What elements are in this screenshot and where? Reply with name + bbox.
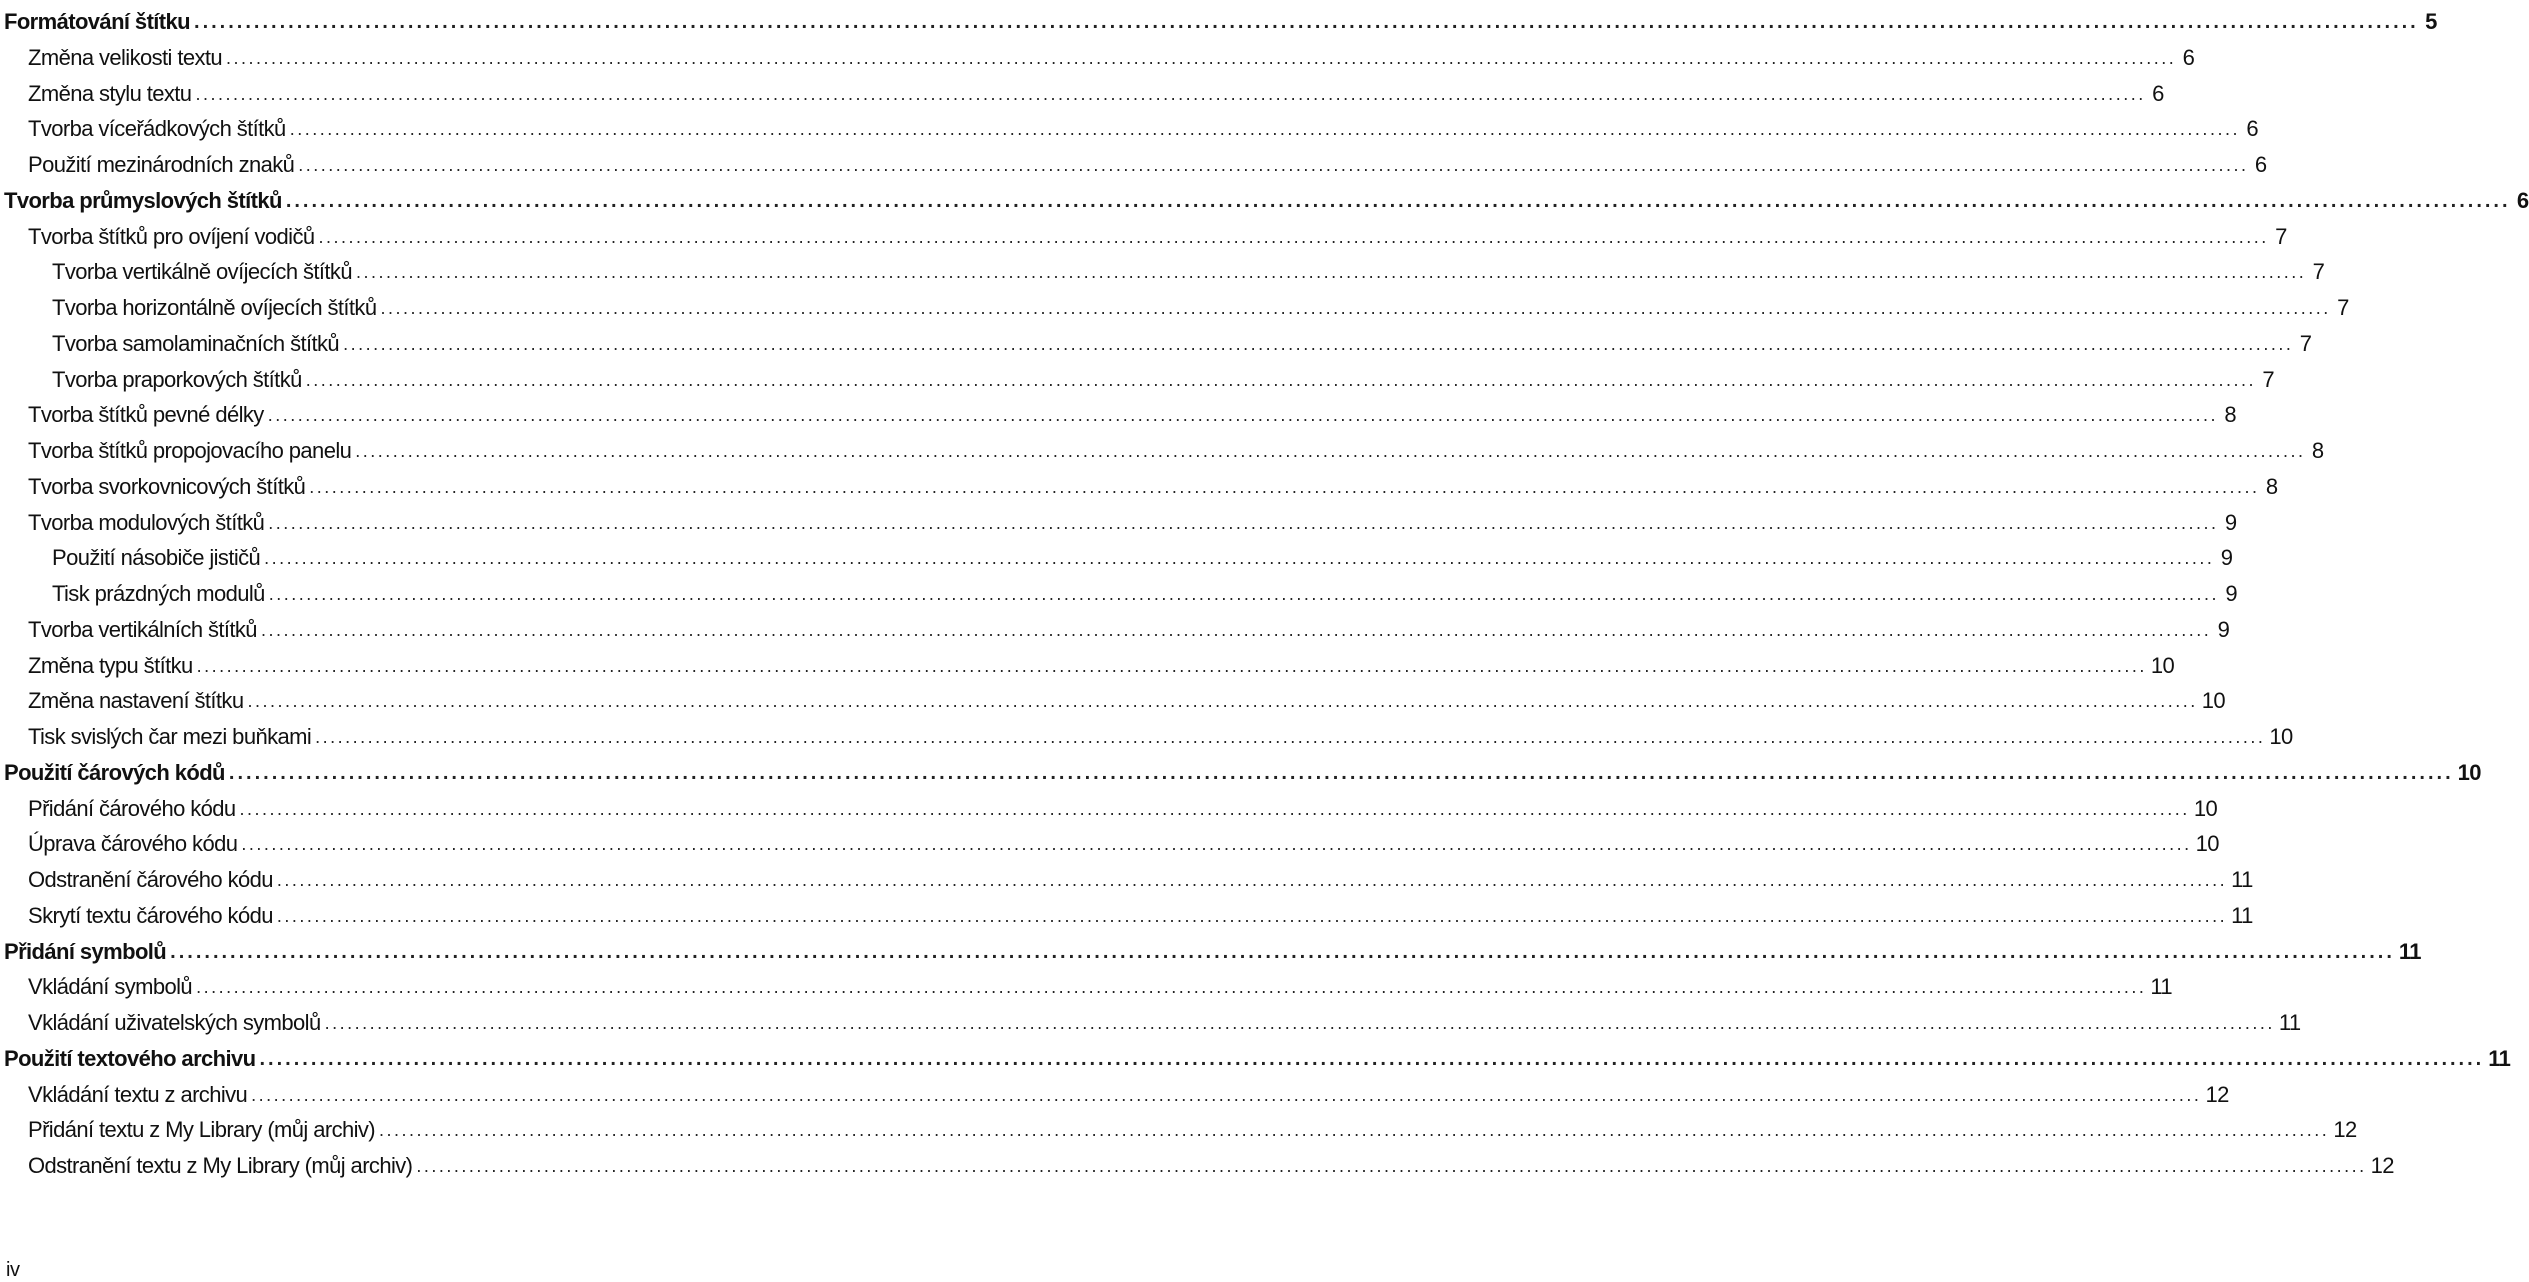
dot-leader: ....................................................................................................................................................................................................................................................................: [228, 761, 2454, 784]
toc-entry-title: Přidání čárového kódu: [28, 795, 236, 821]
dot-leader: ....................................................................................................................................................................................................................................................................: [380, 298, 2331, 318]
toc-entry-title: Tvorba vertikálních štítků: [28, 616, 257, 642]
toc-entry[interactable]: [28, 822, 2219, 858]
toc-section-entry[interactable]: [4, 1037, 2511, 1073]
toc-section-entry[interactable]: [4, 751, 2481, 787]
toc-entry[interactable]: [52, 358, 2274, 394]
dot-leader: ....................................................................................................................................................................................................................................................................: [309, 476, 2260, 497]
toc-entry[interactable]: [28, 679, 2226, 715]
toc-entry-title: Tvorba průmyslových štítků: [4, 187, 282, 213]
toc-entry-page-number: 12: [2333, 1117, 2357, 1143]
dot-leader: ....................................................................................................................................................................................................................................................................: [239, 798, 2190, 819]
toc-entry[interactable]: [28, 107, 2258, 143]
dot-leader: ....................................................................................................................................................................................................................................................................: [196, 655, 2147, 676]
dot-leader: ....................................................................................................................................................................................................................................................................: [194, 11, 2419, 33]
dot-leader: ....................................................................................................................................................................................................................................................................: [355, 441, 2306, 461]
toc-entry-page-number: 7: [2262, 366, 2274, 392]
toc-entry-title: Změna typu štítku: [28, 652, 193, 678]
toc-entry-page-number: 7: [2299, 330, 2312, 356]
dot-leader: ....................................................................................................................................................................................................................................................................: [285, 189, 2511, 212]
dot-leader: ....................................................................................................................................................................................................................................................................: [416, 1156, 2367, 1176]
toc-entry-page-number: 7: [2337, 295, 2349, 320]
toc-section-entry[interactable]: [4, 0, 2437, 36]
dot-leader: ....................................................................................................................................................................................................................................................................: [196, 977, 2147, 998]
dot-leader: ....................................................................................................................................................................................................................................................................: [343, 333, 2294, 354]
toc-entry-title: Použití čárových kódů: [4, 759, 225, 785]
dot-leader: ....................................................................................................................................................................................................................................................................: [305, 369, 2256, 390]
toc-entry-page-number: 8: [2311, 438, 2324, 463]
toc-entry-page-number: 10: [2457, 759, 2481, 785]
toc-entry-page-number: 10: [2195, 831, 2219, 857]
toc-entry[interactable]: [28, 393, 2236, 429]
toc-entry-title: Tvorba praporkových štítků: [52, 366, 302, 392]
toc-entry[interactable]: [28, 501, 2237, 537]
toc-entry-title: Tvorba víceřádkových štítků: [28, 116, 286, 142]
toc-entry-page-number: 5: [2425, 9, 2437, 34]
toc-entry[interactable]: [28, 215, 2287, 251]
toc-entry[interactable]: [28, 965, 2172, 1001]
dot-leader: ....................................................................................................................................................................................................................................................................: [247, 691, 2198, 712]
toc-entry-page-number: 12: [2205, 1081, 2229, 1107]
toc-entry-page-number: 12: [2370, 1153, 2394, 1178]
dot-leader: ....................................................................................................................................................................................................................................................................: [324, 1013, 2275, 1033]
toc-entry[interactable]: [28, 894, 2253, 930]
toc-entry-page-number: 6: [2516, 187, 2529, 213]
toc-entry-page-number: 9: [2225, 581, 2238, 606]
toc-entry-page-number: 11: [2398, 938, 2421, 964]
dot-leader: ....................................................................................................................................................................................................................................................................: [276, 905, 2228, 926]
toc-entry-page-number: 11: [2278, 1010, 2301, 1035]
toc-entry[interactable]: [28, 1073, 2229, 1109]
toc-entry-page-number: 11: [2150, 974, 2172, 1000]
toc-entry-title: Formátování štítku: [4, 9, 191, 34]
toc-entry[interactable]: [52, 286, 2349, 322]
toc-section-entry[interactable]: [4, 930, 2421, 966]
dot-leader: ....................................................................................................................................................................................................................................................................: [318, 226, 2269, 247]
toc-entry-title: Tvorba vertikálně ovíjecích štítků: [52, 259, 352, 285]
toc-entry[interactable]: [28, 1001, 2301, 1037]
toc-entry-page-number: 8: [2265, 473, 2278, 499]
toc-entry-title: Změna stylu textu: [28, 80, 192, 106]
toc-entry-title: Vkládání uživatelských symbolů: [28, 1010, 321, 1035]
toc-entry-title: Tvorba samolaminačních štítků: [52, 330, 340, 356]
toc-entry-title: Použití násobiče jističů: [52, 545, 261, 571]
toc-entry[interactable]: [28, 429, 2324, 465]
toc-entry-title: Použití textového archivu: [4, 1045, 256, 1071]
toc-entry[interactable]: [28, 465, 2278, 501]
toc-entry-title: Tvorba modulových štítků: [28, 509, 265, 535]
toc-entry-title: Tvorba štítků pro ovíjení vodičů: [28, 223, 315, 249]
dot-leader: ....................................................................................................................................................................................................................................................................: [289, 119, 2240, 140]
dot-leader: ....................................................................................................................................................................................................................................................................: [379, 1120, 2330, 1141]
toc-entry-title: Skrytí textu čárového kódu: [28, 902, 273, 928]
toc-entry[interactable]: [52, 322, 2312, 358]
toc-entry-page-number: 11: [2488, 1045, 2511, 1071]
dot-leader: ....................................................................................................................................................................................................................................................................: [226, 47, 2177, 68]
dot-leader: ....................................................................................................................................................................................................................................................................: [268, 584, 2220, 604]
toc-entry-page-number: 10: [2269, 724, 2293, 749]
dot-leader: ....................................................................................................................................................................................................................................................................: [355, 262, 2307, 283]
toc-entry[interactable]: [52, 250, 2325, 286]
dot-leader: ....................................................................................................................................................................................................................................................................: [241, 834, 2192, 855]
dot-leader: ....................................................................................................................................................................................................................................................................: [170, 940, 2395, 963]
toc-entry-title: Tisk prázdných modulů: [52, 581, 265, 606]
dot-leader: ....................................................................................................................................................................................................................................................................: [259, 1047, 2485, 1070]
toc-entry[interactable]: [28, 72, 2164, 108]
toc-entry-page-number: 8: [2224, 402, 2236, 428]
dot-leader: ....................................................................................................................................................................................................................................................................: [298, 155, 2249, 175]
toc-entry[interactable]: [52, 572, 2238, 608]
toc-entry[interactable]: [28, 36, 2195, 72]
dot-leader: ....................................................................................................................................................................................................................................................................: [251, 1084, 2202, 1105]
dot-leader: ....................................................................................................................................................................................................................................................................: [267, 405, 2218, 426]
toc-entry-title: Tisk svislých čar mezi buňkami: [28, 724, 312, 749]
toc-entry-title: Úprava čárového kódu: [28, 831, 238, 857]
dot-leader: ....................................................................................................................................................................................................................................................................: [276, 870, 2228, 890]
dot-leader: ....................................................................................................................................................................................................................................................................: [268, 512, 2219, 533]
toc-entry-page-number: 11: [2231, 867, 2253, 892]
toc-entry-title: Přidání textu z My Library (můj archiv): [28, 1117, 376, 1143]
dot-leader: ....................................................................................................................................................................................................................................................................: [195, 83, 2146, 104]
toc-entry-title: Vkládání textu z archivu: [28, 1081, 248, 1107]
toc-entry-page-number: 7: [2275, 223, 2287, 249]
toc-entry[interactable]: [28, 858, 2253, 894]
toc-entry-page-number: 6: [2182, 44, 2195, 70]
footer-page-number: iv: [6, 1259, 20, 1281]
toc-entry-page-number: 10: [2150, 652, 2175, 678]
toc-entry-title: Tvorba svorkovnicových štítků: [28, 473, 306, 499]
toc-entry-title: Změna velikosti textu: [28, 44, 223, 70]
toc-entry-page-number: 6: [2152, 80, 2164, 106]
dot-leader: ....................................................................................................................................................................................................................................................................: [264, 548, 2215, 569]
toc-entry-page-number: 9: [2220, 545, 2233, 571]
toc-entry-title: Odstranění čárového kódu: [28, 867, 273, 892]
toc-entry[interactable]: [28, 715, 2293, 751]
toc-entry-page-number: 6: [2246, 116, 2258, 142]
toc-entry-page-number: 9: [2224, 509, 2237, 535]
toc-entry-page-number: 11: [2231, 902, 2253, 928]
toc-entry[interactable]: [28, 143, 2267, 179]
toc-entry-page-number: 10: [2193, 795, 2218, 821]
toc-entry-title: Odstranění textu z My Library (můj archiv): [28, 1153, 413, 1178]
toc-entry-title: Tvorba štítků pevné délky: [28, 402, 264, 428]
toc-entry-title: Vkládání symbolů: [28, 974, 193, 1000]
toc-entry-page-number: 10: [2201, 688, 2226, 714]
dot-leader: ....................................................................................................................................................................................................................................................................: [315, 727, 2266, 747]
toc-section-entry[interactable]: [4, 179, 2529, 215]
toc-entry[interactable]: [28, 1144, 2394, 1180]
toc-entry[interactable]: [28, 608, 2230, 644]
toc-entry-page-number: 7: [2312, 259, 2325, 285]
toc-entry-page-number: 6: [2254, 152, 2267, 177]
toc-entry[interactable]: [52, 536, 2233, 572]
toc-entry-title: Použití mezinárodních znaků: [28, 152, 295, 177]
toc-entry-title: Přidání symbolů: [4, 938, 167, 964]
toc-entry[interactable]: [28, 787, 2218, 823]
toc-entry-title: Změna nastavení štítku: [28, 688, 244, 714]
toc-entry[interactable]: [28, 644, 2175, 680]
toc-entry[interactable]: [28, 1108, 2357, 1144]
dot-leader: ....................................................................................................................................................................................................................................................................: [260, 619, 2212, 640]
toc-entry-title: Tvorba horizontálně ovíjecích štítků: [52, 295, 377, 320]
toc-entry-page-number: 9: [2217, 616, 2230, 642]
toc-entry-title: Tvorba štítků propojovacího panelu: [28, 438, 352, 463]
